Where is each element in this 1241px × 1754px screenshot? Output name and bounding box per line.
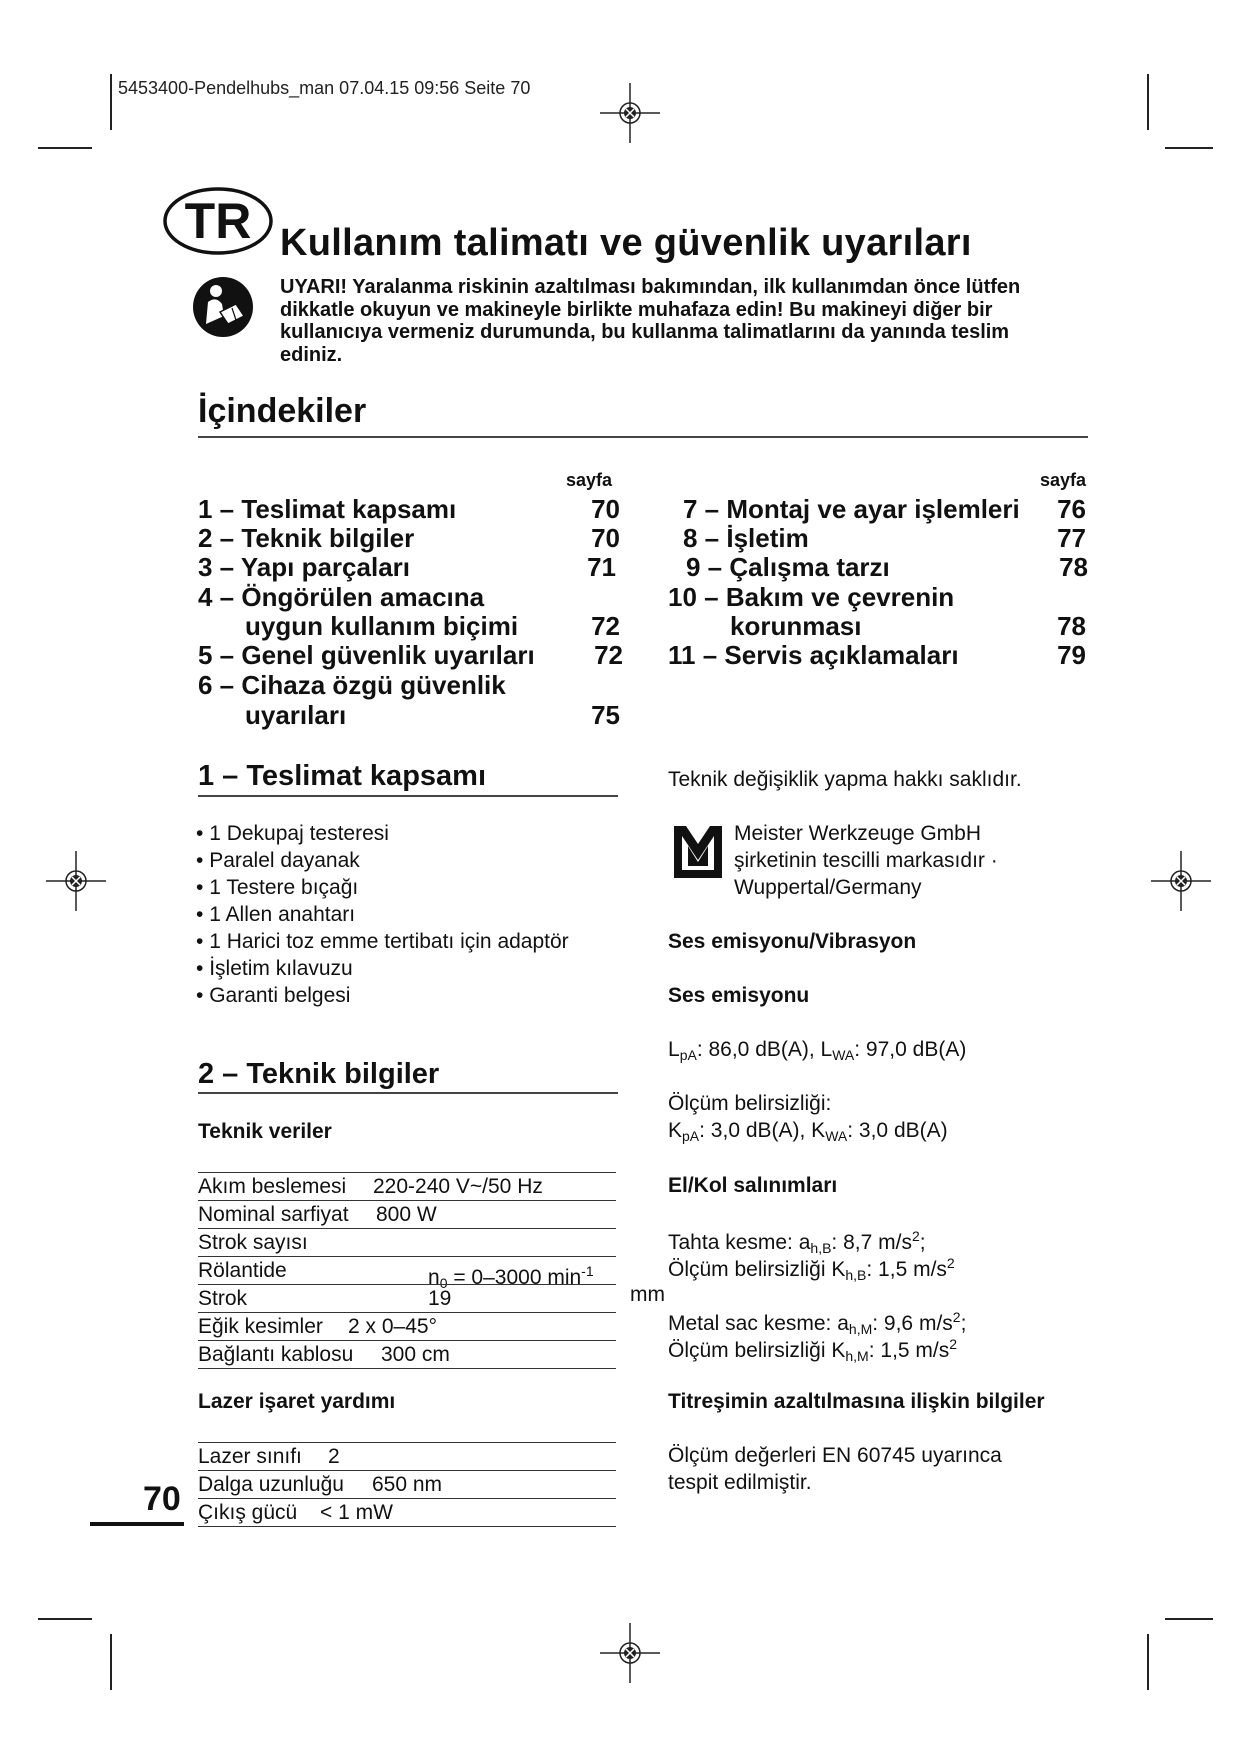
stroke-unit: mm bbox=[630, 1283, 665, 1306]
row-value: < 1 mW bbox=[320, 1501, 393, 1524]
row-value: 2 x 0–45° bbox=[348, 1315, 437, 1338]
toc-entry[interactable]: 2 – Teknik bilgiler bbox=[198, 523, 415, 553]
list-item: • 1 Allen anahtarı bbox=[196, 901, 569, 928]
row-value: $n_0 = 0-3000$ $\min^{-1}$ bbox=[428, 1263, 594, 1291]
uncertainty-label: Ölçüm belirsizliği: bbox=[668, 1092, 832, 1115]
safety-warning: UYARI! Yaralanma riskinin azaltılması bakımından, ilk kullanımdan önce lütfen dikkatle okuyun ve makineyle birlikte muhafaza edin! Bu makineyi diğer bir kullanıcıya vermeniz durumunda, bu kullanma talimatlarını da yanında teslim ediniz. bbox=[280, 276, 1021, 366]
toc-page-number: 71 bbox=[587, 552, 616, 582]
table-row bbox=[198, 1312, 616, 1340]
registration-mark-icon bbox=[46, 851, 106, 911]
toc-entry-continued[interactable]: korunması bbox=[730, 611, 862, 641]
section-heading: 2 – Teknik bilgiler bbox=[198, 1058, 440, 1090]
toc-entry[interactable]: 9 – Çalışma tarzı bbox=[686, 552, 890, 582]
table-row bbox=[198, 1228, 616, 1256]
measurement-note: tespit edilmiştir. bbox=[668, 1471, 812, 1494]
toc-page-number: 76 bbox=[1057, 494, 1086, 524]
table-row bbox=[198, 1340, 616, 1369]
table-row bbox=[198, 1172, 616, 1200]
subheading: Titreşimin azaltılmasına ilişkin bilgiler bbox=[668, 1390, 1045, 1413]
registration-mark-icon bbox=[1151, 851, 1211, 911]
crop-mark bbox=[110, 74, 112, 130]
table-row bbox=[198, 1470, 616, 1498]
list-item: • Garanti belgesi bbox=[196, 982, 569, 1009]
toc-entry[interactable]: 6 – Cihaza özgü güvenlik bbox=[198, 670, 506, 700]
page-number-rule bbox=[90, 1522, 184, 1526]
toc-heading: İçindekiler bbox=[198, 392, 367, 430]
row-value: 650 nm bbox=[372, 1473, 443, 1496]
row-value: 800 W bbox=[376, 1203, 437, 1226]
toc-entry[interactable]: 3 – Yapı parçaları bbox=[198, 552, 410, 582]
toc-page-number: 70 bbox=[591, 523, 620, 553]
toc-entry[interactable]: 1 – Teslimat kapsamı bbox=[198, 494, 457, 524]
brand-line: Meister Werkzeuge GmbH bbox=[734, 822, 982, 845]
meister-mw-logo bbox=[672, 822, 724, 880]
crop-mark bbox=[38, 147, 92, 149]
row-value: 220-240 V~/50 Hz bbox=[373, 1175, 543, 1198]
toc-entry-continued[interactable]: uyarıları bbox=[245, 700, 347, 730]
toc-entry[interactable]: 5 – Genel güvenlik uyarıları bbox=[198, 640, 535, 670]
sound-level-values: $L_{pA}$: 86,0 dB(A), $L_{WA}$: 97,0 dB(A) bbox=[668, 1038, 967, 1063]
toc-entry-continued[interactable]: uygun kullanım biçimi bbox=[245, 611, 519, 641]
technical-change-note: Teknik değişiklik yapma hakkı saklıdır. bbox=[668, 768, 1022, 791]
row-label: Strok bbox=[198, 1287, 248, 1310]
toc-page-label: sayfa bbox=[566, 470, 613, 490]
toc-page-number: 78 bbox=[1057, 611, 1086, 641]
read-manual-icon bbox=[192, 276, 254, 338]
crop-mark bbox=[1147, 1634, 1149, 1690]
tech-data-table bbox=[198, 1172, 616, 1369]
row-label: Dalga uzunluğu bbox=[198, 1473, 344, 1496]
crop-mark bbox=[1165, 1618, 1213, 1620]
crop-mark bbox=[110, 1634, 112, 1690]
toc-page-number: 72 bbox=[591, 611, 620, 641]
toc-page-number: 75 bbox=[591, 700, 620, 730]
crop-mark bbox=[1165, 147, 1213, 149]
laser-data-table bbox=[198, 1442, 616, 1527]
section-heading: 1 – Teslimat kapsamı bbox=[198, 760, 487, 792]
row-value: 300 cm bbox=[381, 1343, 450, 1366]
subheading: Ses emisyonu/Vibrasyon bbox=[668, 930, 917, 953]
print-slug: 5453400-Pendelhubs_man 07.04.15 09:56 Seite 70 bbox=[118, 78, 531, 98]
row-value: 19 bbox=[428, 1287, 452, 1310]
toc-entry[interactable]: 4 – Öngörülen amacına bbox=[198, 582, 485, 612]
divider bbox=[198, 1092, 618, 1094]
language-badge-label: TR bbox=[184, 193, 252, 249]
toc-entry[interactable]: 11 – Servis açıklamaları bbox=[668, 640, 959, 670]
toc-entry[interactable]: 10 – Bakım ve çevrenin bbox=[668, 582, 955, 612]
table-row bbox=[198, 1256, 616, 1291]
row-label: Çıkış gücü bbox=[198, 1501, 298, 1524]
toc-page-number: 79 bbox=[1057, 640, 1086, 670]
row-label: Akım beslemesi bbox=[198, 1175, 347, 1198]
brand-line: şirketinin tescilli markasıdır · bbox=[734, 849, 998, 872]
toc-page-label: sayfa bbox=[1040, 470, 1087, 490]
vibration-value: Metal sac kesme: $a_{h,M}$: 9,6 $m/s^2$; bbox=[668, 1309, 967, 1337]
list-item: • 1 Testere bıçağı bbox=[196, 874, 569, 901]
vibration-uncertainty: Ölçüm belirsizliği $K_{h,B}$: 1,5 $m/s^2$ bbox=[668, 1255, 955, 1283]
table-row bbox=[198, 1284, 616, 1312]
registration-mark-icon bbox=[600, 83, 660, 143]
toc-page-number: 77 bbox=[1057, 523, 1086, 553]
toc-page-number: 70 bbox=[591, 494, 620, 524]
uncertainty-values: $K_{pA}$: 3,0 dB(A), $K_{WA}$: 3,0 dB(A) bbox=[668, 1119, 948, 1144]
list-item: • 1 Dekupaj testeresi bbox=[196, 820, 569, 847]
table-row bbox=[198, 1200, 616, 1228]
table-row bbox=[198, 1498, 616, 1527]
crop-mark bbox=[38, 1618, 92, 1620]
row-label: Strok sayısı bbox=[198, 1231, 308, 1254]
row-label: Rölantide bbox=[198, 1259, 287, 1282]
subheading: Teknik veriler bbox=[198, 1120, 332, 1143]
toc-page-number: 72 bbox=[594, 640, 623, 670]
row-label: Eğik kesimler bbox=[198, 1315, 323, 1338]
page-title: Kullanım talimatı ve güvenlik uyarıları bbox=[280, 222, 972, 264]
measurement-note: Ölçüm değerleri EN 60745 uyarınca bbox=[668, 1444, 1002, 1467]
vibration-uncertainty: Ölçüm belirsizliği $K_{h,M}$: 1,5 $m/s^2$ bbox=[668, 1336, 958, 1364]
list-item: • Paralel dayanak bbox=[196, 847, 569, 874]
toc-entry[interactable]: 7 – Montaj ve ayar işlemleri bbox=[683, 494, 1020, 524]
list-item: • 1 Harici toz emme tertibatı için adaptör bbox=[196, 928, 569, 955]
row-label: Bağlantı kablosu bbox=[198, 1343, 354, 1366]
subheading: El/Kol salınımları bbox=[668, 1174, 838, 1197]
table-row bbox=[198, 1442, 616, 1470]
list-item: • İşletim kılavuzu bbox=[196, 955, 569, 982]
subheading: Lazer işaret yardımı bbox=[198, 1390, 396, 1413]
divider bbox=[198, 795, 618, 797]
page-number: 70 bbox=[143, 1480, 181, 1518]
row-value: 2 bbox=[328, 1445, 340, 1468]
row-label: Lazer sınıfı bbox=[198, 1445, 302, 1468]
toc-page-number: 78 bbox=[1059, 552, 1088, 582]
delivery-list bbox=[196, 820, 569, 1009]
toc-entry[interactable]: 8 – İşletim bbox=[683, 523, 809, 553]
crop-mark bbox=[1147, 74, 1149, 130]
vibration-value: Tahta kesme: $a_{h,B}$: 8,7 $m/s^2$; bbox=[668, 1228, 926, 1256]
divider bbox=[198, 436, 1088, 438]
registration-mark-icon bbox=[600, 1623, 660, 1683]
brand-line: Wuppertal/Germany bbox=[734, 876, 922, 899]
subheading: Ses emisyonu bbox=[668, 984, 810, 1007]
row-label: Nominal sarfiyat bbox=[198, 1203, 349, 1226]
language-badge bbox=[162, 186, 274, 256]
